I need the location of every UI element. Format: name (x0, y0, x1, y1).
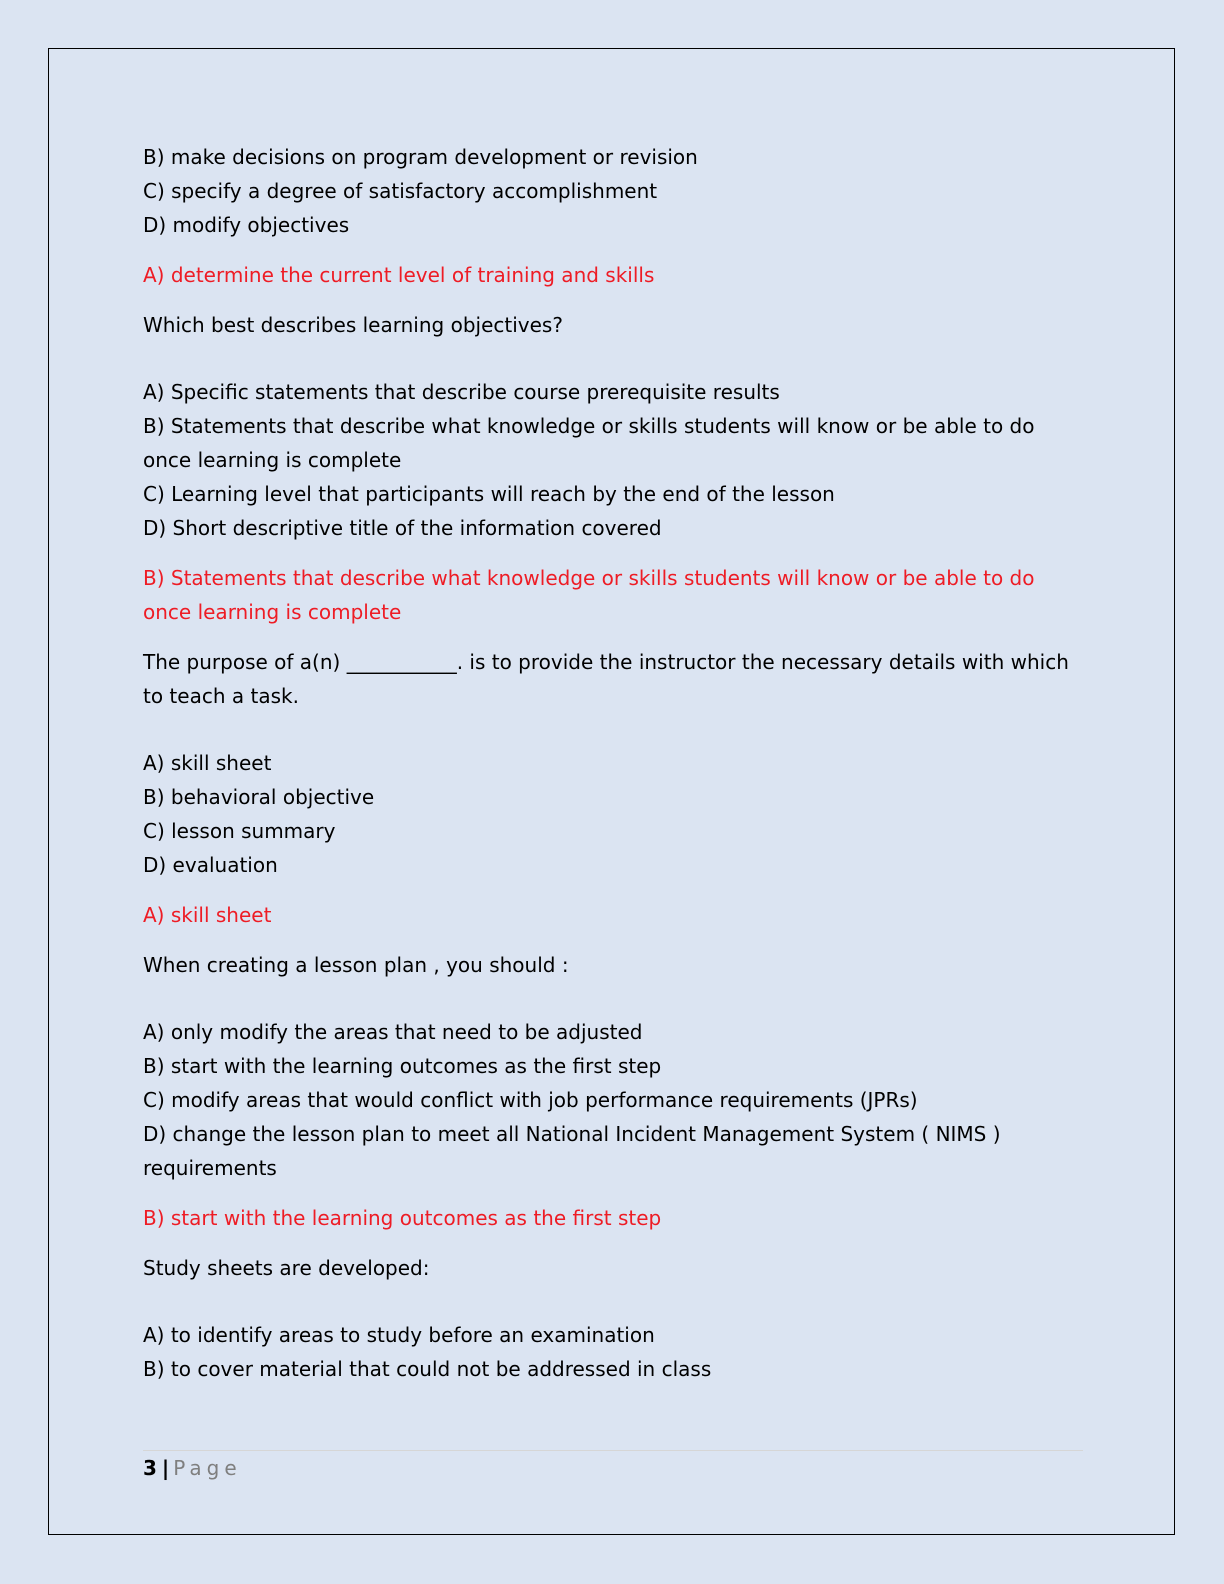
option-b: B) make decisions on program development or revision (143, 145, 698, 169)
option-d: D) Short descriptive title of the information covered (143, 516, 662, 540)
question-block-2 (143, 375, 1073, 545)
question-block-5 (143, 1318, 1073, 1386)
option-b: B) Statements that describe what knowledge or skills students will know or be able to do once learning is complete (143, 414, 1035, 472)
question-prompt: Which best describes learning objectives? (143, 313, 563, 337)
option-c: C) specify a degree of satisfactory accomplishment (143, 179, 658, 203)
question-prompt: When creating a lesson plan , you should : (143, 953, 569, 977)
option-a: A) only modify the areas that need to be adjusted (143, 1020, 643, 1044)
option-d: D) modify objectives (143, 213, 350, 237)
footer-separator: | (161, 1456, 170, 1480)
answer-text: B) start with the learning outcomes as the first step (143, 1206, 662, 1230)
question-block-4 (143, 1015, 1073, 1185)
page-label: Page (173, 1456, 242, 1480)
option-b: B) start with the learning outcomes as the first step (143, 1054, 662, 1078)
option-b: B) to cover material that could not be addressed in class (143, 1357, 712, 1381)
question-prompt: The purpose of a(n) ___________. is to provide the instructor the necessary details with which to teach a task. (143, 650, 1069, 708)
option-d: D) evaluation (143, 853, 278, 877)
answer-text: A) determine the current level of training and skills (143, 263, 655, 287)
option-a: A) Specific statements that describe course prerequisite results (143, 380, 780, 404)
option-c: C) modify areas that would conflict with job performance requirements (JPRs) (143, 1088, 918, 1112)
answer-text: B) Statements that describe what knowledge or skills students will know or be able to do once learning is complete (143, 566, 1035, 624)
document-body (143, 140, 1073, 1386)
option-c: C) Learning level that participants will reach by the end of the lesson (143, 482, 835, 506)
option-a: A) skill sheet (143, 751, 272, 775)
page-footer (143, 1454, 242, 1482)
option-a: A) to identify areas to study before an examination (143, 1323, 655, 1347)
option-c: C) lesson summary (143, 819, 336, 843)
page-number: 3 (143, 1456, 157, 1480)
question-block-1 (143, 140, 1073, 242)
footer-divider (143, 1450, 1083, 1451)
question-block-3 (143, 746, 1073, 882)
question-prompt: Study sheets are developed: (143, 1256, 430, 1280)
option-d: D) change the lesson plan to meet all National Incident Management System ( NIMS ) requirements (143, 1122, 1001, 1180)
option-b: B) behavioral objective (143, 785, 375, 809)
answer-text: A) skill sheet (143, 903, 272, 927)
